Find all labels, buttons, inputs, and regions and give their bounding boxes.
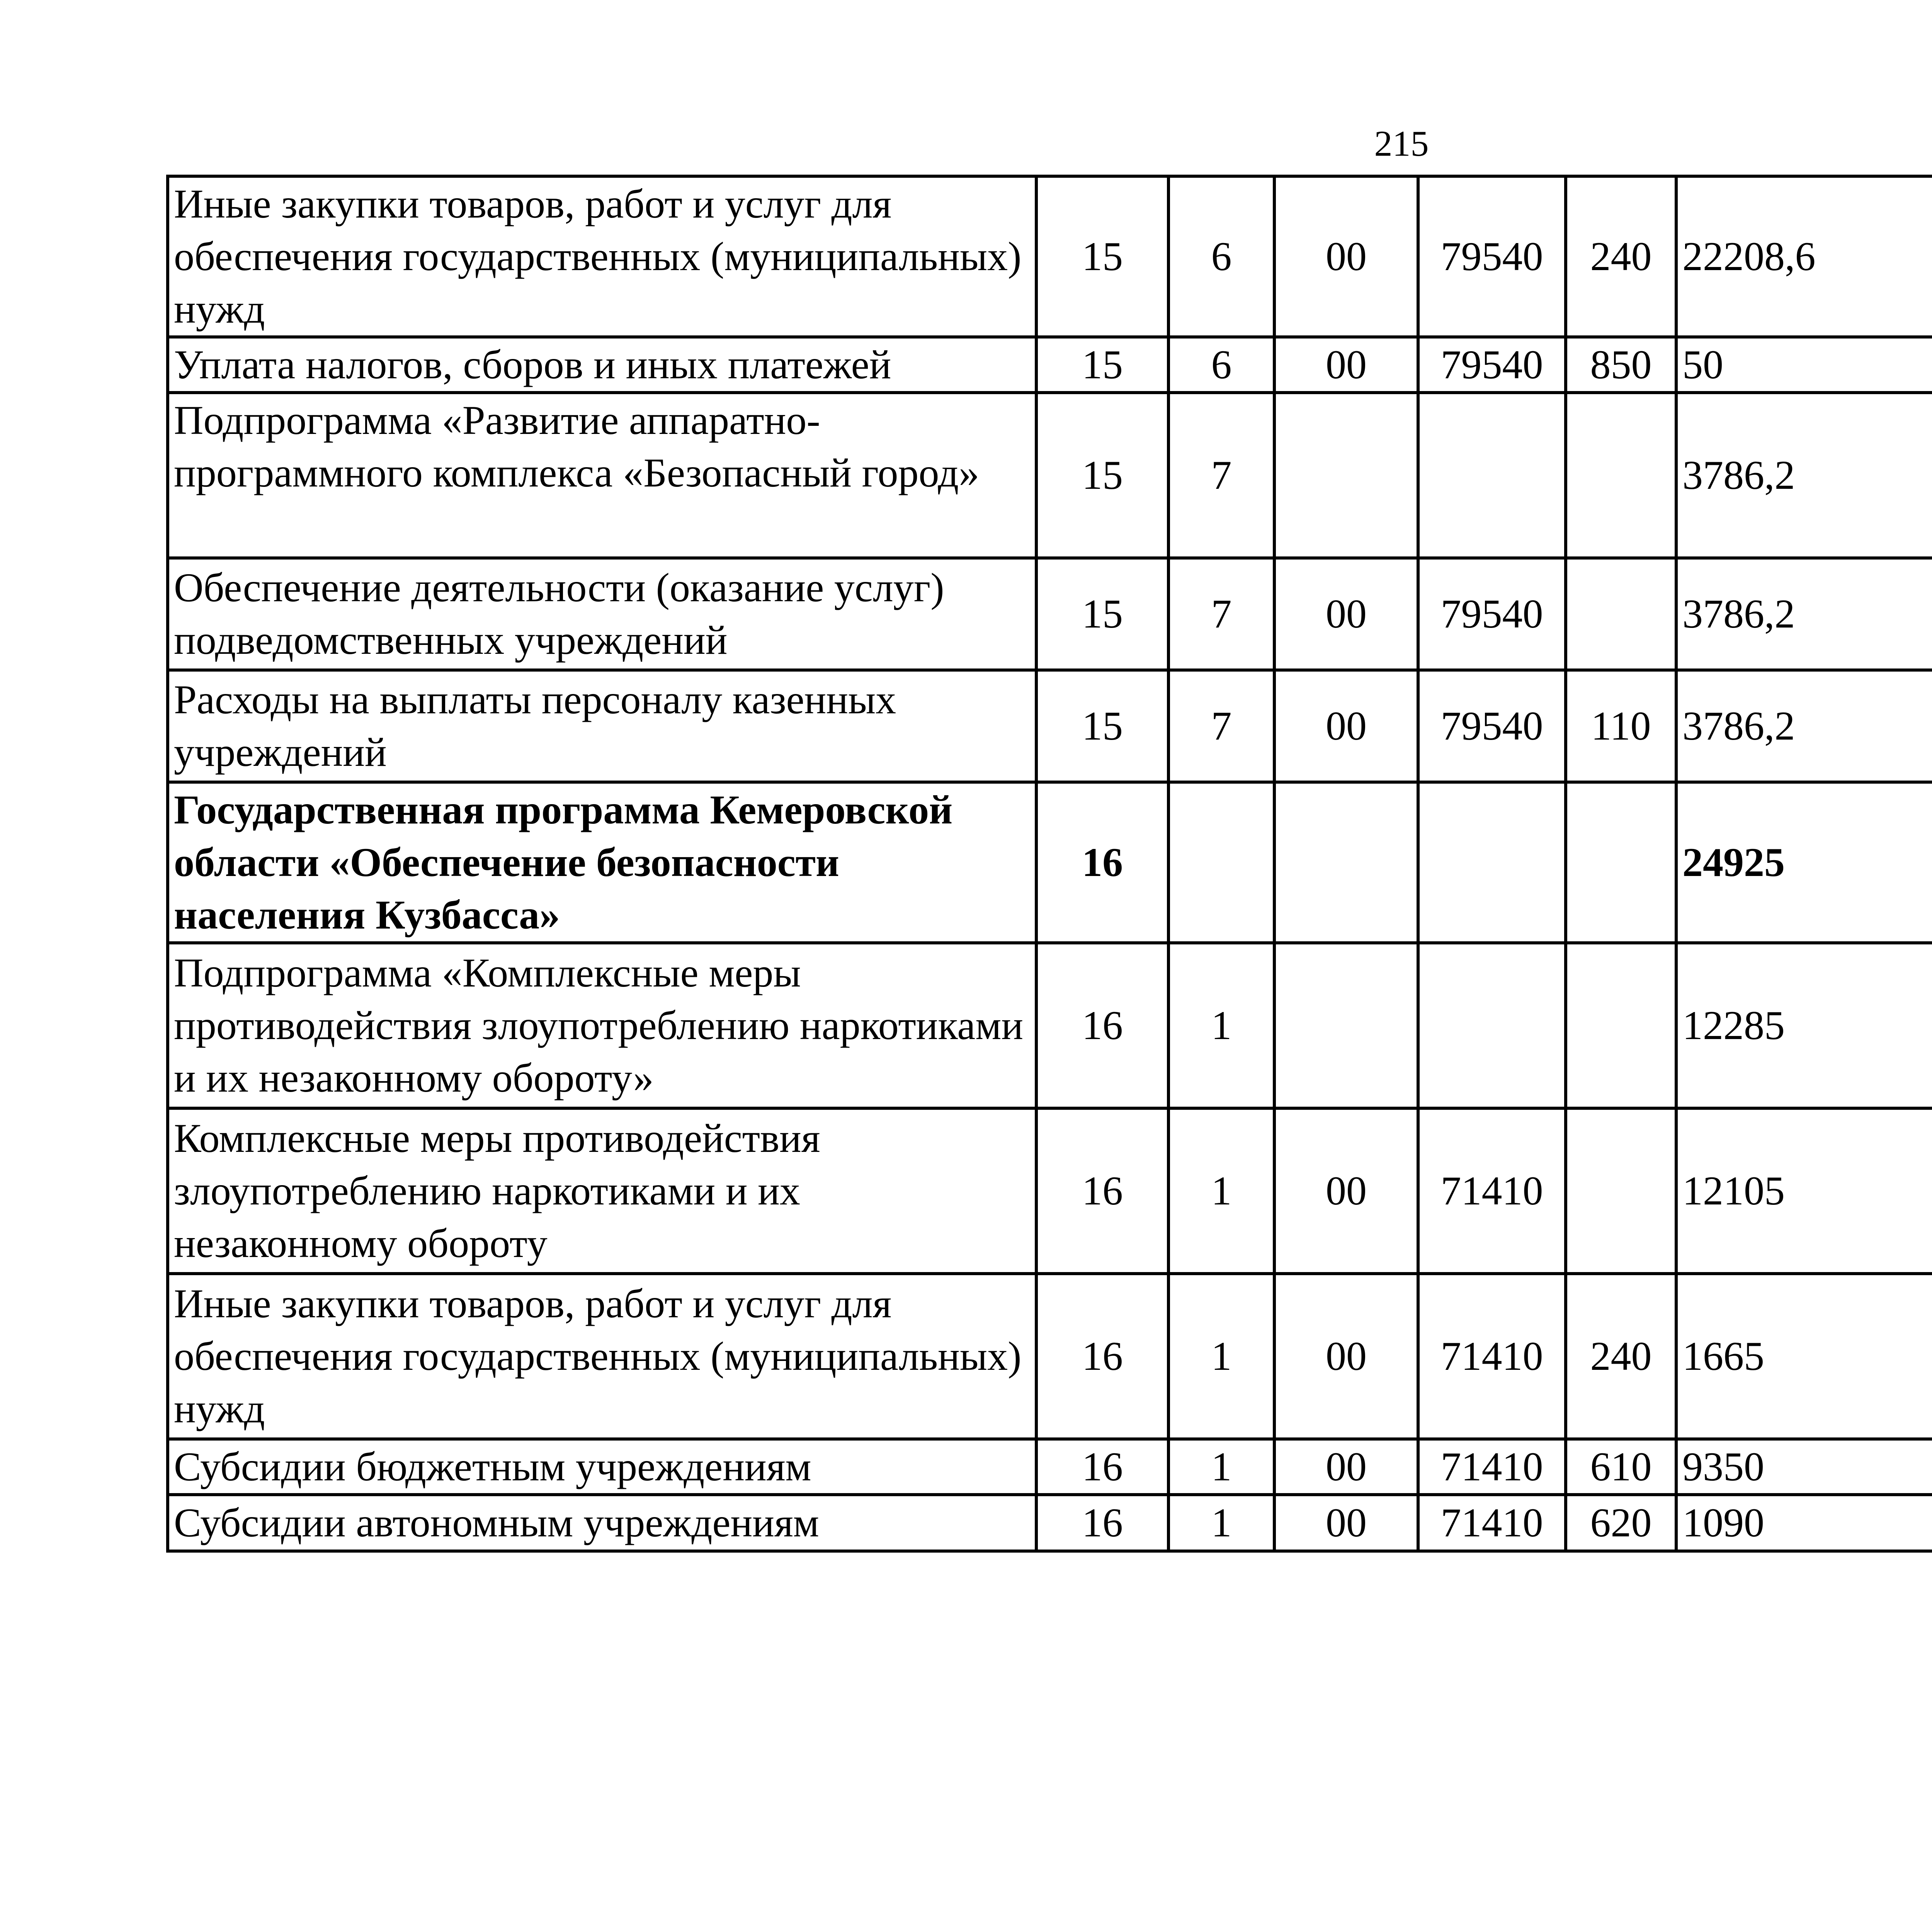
code-subprogram: 6 [1168,337,1274,393]
code-subprogram: 1 [1168,1108,1274,1274]
row-name: Государственная программа Кемеровской области «Обеспечение безопасности населения Кузбасса» [168,782,1036,943]
code-program: 16 [1036,1439,1168,1495]
budget-table [166,175,1932,1553]
code-program: 16 [1036,1495,1168,1551]
code-program: 15 [1036,558,1168,670]
table-row [168,393,1932,558]
sum-year-1: 3786,2 [1676,558,1932,670]
code-program: 16 [1036,782,1168,943]
code-subprogram: 1 [1168,1495,1274,1551]
code-direction: 00 [1274,1108,1418,1274]
sum-year-1: 1665 [1676,1274,1932,1439]
code-type: 240 [1566,176,1676,337]
code-type: 110 [1566,670,1676,782]
code-direction: 00 [1274,1495,1418,1551]
code-direction: 00 [1274,176,1418,337]
sum-year-1: 50 [1676,337,1932,393]
sum-year-1: 12285 [1676,943,1932,1108]
code-expense: 79540 [1418,337,1566,393]
sum-year-1: 1090 [1676,1495,1932,1551]
code-type [1566,782,1676,943]
row-name: Комплексные меры противодействия злоупотреблению наркотиками и их незаконному обороту [168,1108,1036,1274]
code-direction: 00 [1274,670,1418,782]
code-direction [1274,782,1418,943]
row-name: Субсидии бюджетным учреждениям [168,1439,1036,1495]
code-expense [1418,393,1566,558]
row-name: Подпрограмма «Развитие аппаратно-программного комплекса «Безопасный город» [168,393,1036,558]
code-expense: 79540 [1418,176,1566,337]
table-row [168,337,1932,393]
code-expense: 79540 [1418,670,1566,782]
code-subprogram: 6 [1168,176,1274,337]
code-subprogram: 7 [1168,558,1274,670]
table-row [168,1274,1932,1439]
row-name: Расходы на выплаты персоналу казенных учреждений [168,670,1036,782]
code-program: 16 [1036,943,1168,1108]
sum-year-1: 24925 [1676,782,1932,943]
code-type [1566,943,1676,1108]
code-expense: 79540 [1418,558,1566,670]
row-name: Иные закупки товаров, работ и услуг для обеспечения государственных (муниципальных) нужд [168,1274,1036,1439]
code-direction: 00 [1274,1439,1418,1495]
code-subprogram: 1 [1168,1274,1274,1439]
code-expense: 71410 [1418,1108,1566,1274]
code-expense: 71410 [1418,1274,1566,1439]
table-row-program [168,782,1932,943]
row-name: Уплата налогов, сборов и иных платежей [168,337,1036,393]
code-type: 620 [1566,1495,1676,1551]
code-type [1566,1108,1676,1274]
code-program: 15 [1036,670,1168,782]
code-program: 15 [1036,337,1168,393]
row-name: Иные закупки товаров, работ и услуг для обеспечения государственных (муниципальных) нужд [168,176,1036,337]
code-type: 610 [1566,1439,1676,1495]
code-direction: 00 [1274,1274,1418,1439]
table-row [168,1495,1932,1551]
code-subprogram: 1 [1168,943,1274,1108]
code-direction [1274,393,1418,558]
table-row [168,1439,1932,1495]
row-name: Подпрограмма «Комплексные меры противодействия злоупотреблению наркотиками и их незаконному обороту» [168,943,1036,1108]
code-program: 16 [1036,1274,1168,1439]
code-subprogram: 7 [1168,393,1274,558]
code-type: 240 [1566,1274,1676,1439]
code-type [1566,393,1676,558]
code-program: 15 [1036,393,1168,558]
page-number: 215 [1374,124,1429,164]
code-subprogram: 7 [1168,670,1274,782]
code-expense: 71410 [1418,1439,1566,1495]
code-direction [1274,943,1418,1108]
code-direction: 00 [1274,558,1418,670]
code-type [1566,558,1676,670]
code-subprogram: 1 [1168,1439,1274,1495]
code-direction: 00 [1274,337,1418,393]
sum-year-1: 22208,6 [1676,176,1932,337]
code-expense: 71410 [1418,1495,1566,1551]
code-type: 850 [1566,337,1676,393]
code-program: 16 [1036,1108,1168,1274]
row-name: Субсидии автономным учреждениям [168,1495,1036,1551]
sum-year-1: 3786,2 [1676,393,1932,558]
sum-year-1: 12105 [1676,1108,1932,1274]
table-row [168,1108,1932,1274]
code-subprogram [1168,782,1274,943]
code-expense [1418,782,1566,943]
table-row [168,670,1932,782]
table-row [168,176,1932,337]
row-name: Обеспечение деятельности (оказание услуг) подведомственных учреждений [168,558,1036,670]
code-program: 15 [1036,176,1168,337]
sum-year-1: 3786,2 [1676,670,1932,782]
sum-year-1: 9350 [1676,1439,1932,1495]
table-row [168,558,1932,670]
table-row [168,943,1932,1108]
code-expense [1418,943,1566,1108]
